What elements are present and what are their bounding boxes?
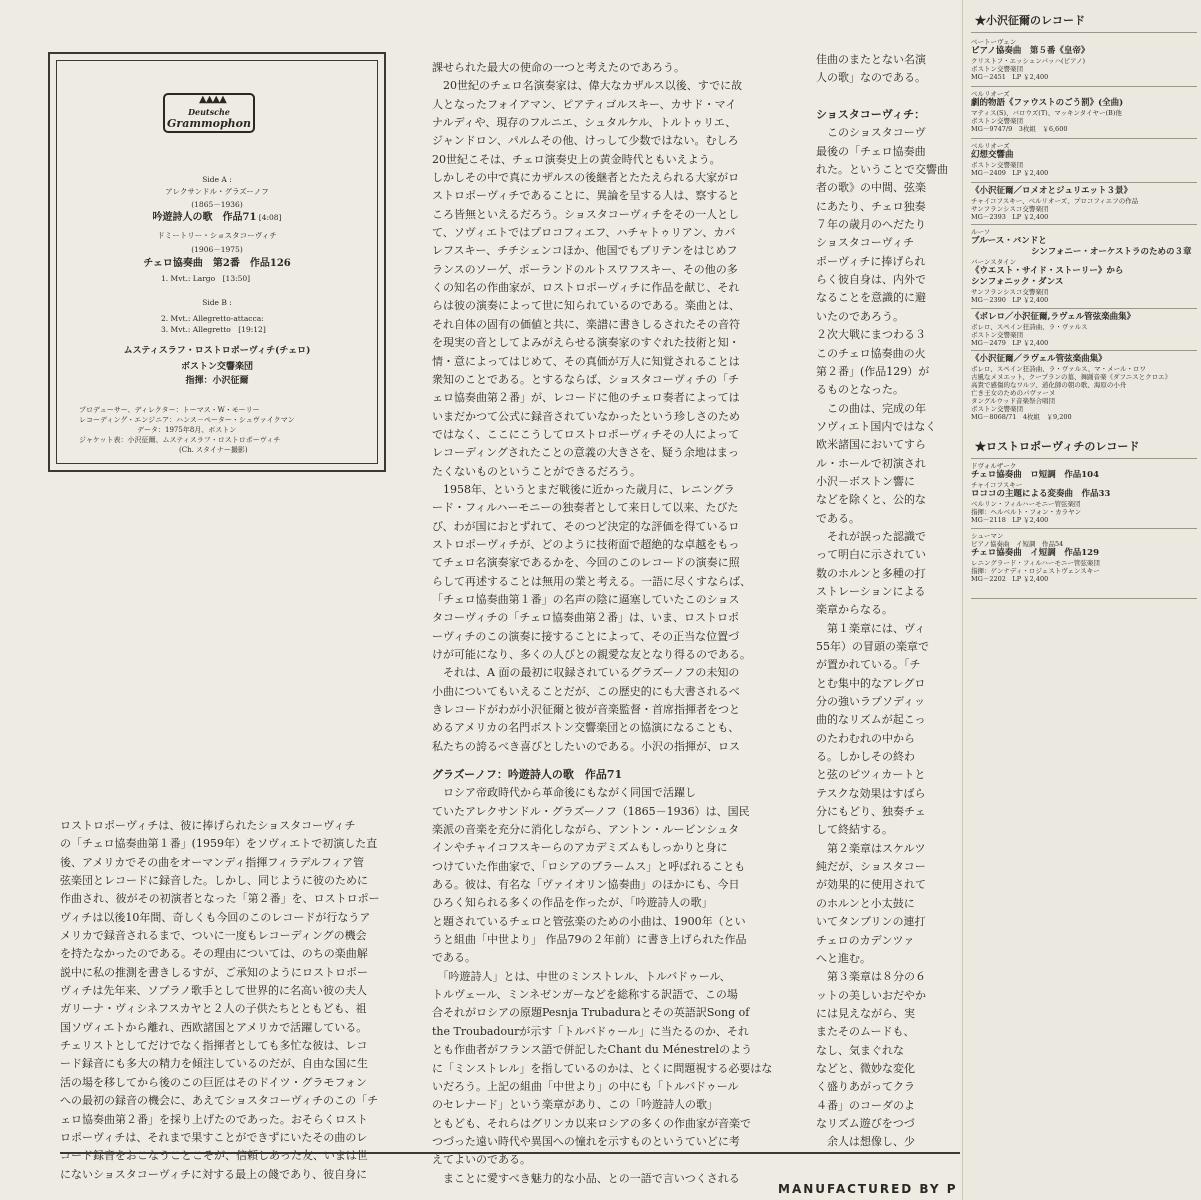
record-detail: ベルリン・フィルハーモニー管弦楽団	[971, 500, 1081, 508]
record-item	[971, 142, 1048, 177]
text-line: くの知名の作曲家が、ロストロポーヴィチに作品を献じ、それ	[432, 281, 740, 295]
text-line: を現実の音としてよみがえらせる演奏家のすぐれた技術と知・	[432, 336, 740, 350]
text-line: つづった遠い時代や異国への憧れを示すものというていどに考	[432, 1134, 740, 1148]
tulip-crown-icon: ▲▲▲▲	[199, 94, 226, 105]
side-b-mvt3: 3. Mvt.: Allegretto [19:12]	[161, 325, 266, 334]
record-item	[971, 228, 1192, 304]
record-detail: 古風なメヌエット、クープランの墓、舞踊音楽《ダフニスとクロエ》	[971, 373, 1172, 381]
text-line: いたのであろう。	[816, 309, 904, 323]
text-line: 活の場を移してから後のこの巨匠はそのドイツ・グラモフォン	[60, 1075, 367, 1089]
record-detail: 高貴で感傷的なワルツ、道化師の朝の歌、海原の小舟	[971, 381, 1127, 389]
record-item	[971, 532, 1100, 583]
text-line: それは、A 面の最初に収録されているグラズーノフの未知の	[432, 666, 740, 680]
text-line: 課せられた最大の使命の一つと考えたのであろう。	[432, 61, 685, 74]
record-detail: ボストン交響楽団	[971, 405, 1023, 413]
side-a-composer2-years: (1906－1975)	[191, 245, 243, 254]
text-line: らは彼の演奏によって世に知られているのである。楽曲とは、	[432, 299, 740, 313]
record-composer: バーンスタイン	[971, 258, 1017, 266]
record-composer: ベートーヴェン	[971, 38, 1017, 46]
record-detail: MG－2451 LP ￥2,400	[971, 73, 1049, 81]
text-line: 最後の「チェロ協奏曲	[816, 144, 926, 158]
text-line: 情・意によってはじめて、その真価が万人に知覚されることは	[432, 354, 740, 368]
text-line: への最初の録音の機会に、あえてショスタコーヴィチのこの「チ	[60, 1094, 379, 1108]
text-line: しかしその中で真にカザルスの後継者とたたえられる大家がロ	[432, 171, 740, 185]
panel-rule	[971, 86, 1197, 87]
record-item	[971, 186, 1138, 221]
side-a-composer: アレクサンドル・グラズーノフ	[165, 187, 269, 196]
text-line: ２次大戦にまつわる３	[816, 328, 926, 342]
text-line: ストロポーヴィチが、どのように技術面で超絶的な卓越をもっ	[432, 537, 740, 551]
text-line: 第１楽章には、ヴィ	[816, 621, 926, 635]
credit-line: データ：1975年8月、ボストン	[137, 426, 237, 434]
record-detail: マティス(S)、バロウズ(T)、マッキンタイヤー(B)他	[971, 109, 1122, 117]
panel-rule	[971, 598, 1197, 599]
text-line: 55年）の冒頭の楽章で	[816, 640, 929, 653]
text-line: るものとなった。	[816, 383, 904, 397]
text-line: レコーディングされたことの意義の大きさを、疑う余地はまっ	[432, 446, 739, 460]
text-line: 欧米諸国においてすら	[816, 438, 926, 452]
text-line: ひろく知られる多くの作品を作ったが、「吟遊詩人の歌」	[432, 896, 713, 910]
text-line: ソヴィエト国内ではなく	[816, 419, 937, 433]
text-line: きレコードがわが小沢征爾と彼が音楽監督・首席指揮者をつと	[432, 703, 740, 717]
manufactured-by-text: MANUFACTURED BY P	[778, 1182, 958, 1196]
text-line: ロポーヴィチは、それまで果すことができずにいたその曲のレ	[60, 1130, 368, 1144]
record-detail: ボストン交響楽団	[971, 117, 1023, 125]
text-line: って明白に示されてい	[816, 548, 926, 562]
record-title: 《ボレロ／小沢征爾,ラヴェル管弦楽曲集》	[971, 312, 1136, 322]
text-line: と弦のピツィカートと	[816, 768, 926, 782]
record-title: 《小沢征爾／ロメオとジュリエット３景》	[971, 186, 1132, 196]
text-line: ある。彼は、有名な「ヴァイオリン協奏曲」のほかにも、今日	[432, 878, 740, 892]
text-line: 小曲についてもいえることだが、この歴史的にも大書されるべ	[432, 684, 740, 698]
text-line: とむ集中的なアレグロ	[816, 676, 926, 690]
text-line: 第３楽章は８分の６	[816, 970, 926, 984]
record-detail: MG－2390 LP ￥2,400	[971, 296, 1049, 304]
text-line: 佳曲のまたとない名演	[816, 53, 926, 66]
text-line: 20世紀こそは、チェロ演奏史上の黄金時代ともいえよう。	[432, 152, 721, 166]
text-line: して終結する。	[816, 823, 893, 837]
credit-line: ジャケット表：小沢征爾、ムスティスラフ・ロストロポーヴィチ	[79, 436, 281, 444]
text-line: である。	[816, 511, 860, 525]
notes-column-2-top	[432, 59, 794, 761]
text-line: 第２番」(作品129）が	[816, 364, 930, 378]
text-line: び、わが国におとずれて、そのつど決定的な評価を得ているロ	[432, 519, 740, 533]
text-line: らして再述することは無用の業と考える。一語に尽くすならば、	[432, 574, 751, 588]
record-title: シンフォニー・オーケストラのための３章	[1031, 247, 1192, 257]
record-detail: ボレロ、スペイン狂詩曲、ラ・ヴァルス、マ・メール・ロワ	[971, 365, 1147, 373]
text-line	[816, 88, 960, 106]
text-line: このショスタコーヴ	[816, 126, 926, 140]
text-line: ランスのソーゲ、ポーランドのルトスワフスキー、その他の多	[432, 262, 738, 276]
record-detail: サンフランシスコ交響楽団	[971, 288, 1049, 296]
text-line: て、ソヴィエトではプロコフィエフ、ハチャトゥリアン、カバ	[432, 226, 736, 240]
text-line: ーヴィチのこの演奏に接することによって、その正当な位置づ	[432, 629, 740, 643]
record-detail: ボストン交響楽団	[971, 331, 1023, 339]
credit-line: プロデューサー、ディレクター：トーマス・W・モーリー	[79, 406, 260, 414]
text-line: まことに愛すべき魅力的な小品、との一語で言いつくされる	[432, 1171, 740, 1185]
record-title: ブルース・バンドと	[971, 236, 1047, 246]
notes-column-1	[60, 817, 420, 1181]
performer: ムスティスラフ・ロストロポーヴィチ(チェロ)	[123, 346, 311, 356]
credits-box-inner	[56, 60, 378, 464]
text-line: には見えながら、実	[816, 1006, 915, 1020]
text-line: 1958年、というとまだ戦後に近かった歳月に、レニングラ	[432, 482, 735, 496]
text-line: である。	[432, 951, 476, 965]
orchestra: ボストン交響楽団	[180, 362, 253, 372]
text-line: 曲的なリズムが起こっ	[816, 713, 926, 727]
text-line: 人となったフォイアマン、ピアティゴルスキー、カサド・マイ	[432, 97, 737, 111]
record-detail: レニングラード・フィルハーモニー管弦楽団	[971, 559, 1100, 567]
text-line: 第２楽章はスケルツ	[816, 841, 926, 855]
text-line: ともども、それらはグリンカ以来ロシアの多くの作曲家が音楽で	[432, 1116, 751, 1130]
text-line: を持たなかったのである。その理由については、のちの楽曲解	[60, 947, 368, 961]
text-line: ェロ協奏曲第２番」を採り上げたのであった。おそらくロスト	[60, 1112, 368, 1126]
text-line: のホルンと小太鼓に	[816, 896, 915, 910]
record-detail: ボストン交響楽団	[971, 161, 1023, 169]
record-title: チェロ協奏曲 イ短調 作品129	[971, 548, 1099, 558]
side-a-work2: チェロ協奏曲 第2番 作品126	[143, 258, 291, 269]
text-line: つけていた作曲家で、「ロシアのブラームス」と呼ばれることも	[432, 859, 746, 873]
text-line: と題されているチェロと管弦楽のための小曲は、1900年（とい	[432, 914, 746, 928]
panel-rule	[971, 182, 1197, 183]
text-line: なることを意識的に避	[816, 291, 926, 305]
side-b-mvt2: 2. Mvt.: Allegretto-attacca:	[161, 314, 264, 323]
record-detail: MG－9747/9 3枚組 ￥6,600	[971, 125, 1068, 133]
record-detail: クリストフ・エッシェンバッハ(ピアノ)	[971, 57, 1086, 65]
text-line: 余人は想像し、少	[816, 1135, 915, 1149]
text-line: 純だが、ショスタコー	[816, 860, 926, 874]
text-line: 国ソヴィエトから離れ、西欧諸国とアメリカで活躍している。	[60, 1020, 368, 1034]
text-line: 合それがロシアの原題Pesnja Trubaduraとその英語訳Song of	[432, 1006, 750, 1020]
text-line: ガリーナ・ヴィシネフスカヤと２人の子供たちとともども、祖	[60, 1002, 367, 1016]
side-a-label: Side A :	[202, 175, 232, 184]
text-line: 「チェロ協奏曲第１番」の名声の陰に逼塞していたこのショス	[432, 592, 740, 606]
record-item	[971, 462, 1110, 524]
record-detail: MG－2409 LP ￥2,400	[971, 169, 1049, 177]
record-item	[971, 354, 1171, 421]
record-detail: ボレロ、スペイン狂詩曲、ラ・ヴァルス	[971, 323, 1088, 331]
text-line: けが可能になり、多くの人びとの親愛な友となり得るのである。	[432, 648, 751, 661]
text-line: チェロのカデンツァ	[816, 933, 915, 947]
text-line: またそのムードも、	[816, 1025, 915, 1039]
text-line: なリズム遊びをつづ	[816, 1116, 915, 1130]
record-composer: チャイコフスキー	[971, 481, 1023, 489]
text-line: この曲は、完成の年	[816, 401, 926, 415]
text-line: テスクな効果はすばら	[816, 786, 926, 800]
record-composer: ピアノ協奏曲 イ短調 作品54	[971, 540, 1064, 548]
text-line: 者の歌》の中間、弦楽	[816, 181, 926, 195]
side-a-mvt1: 1. Mvt.: Largo [13:50]	[161, 274, 251, 283]
record-title: 幻想交響曲	[971, 150, 1014, 160]
record-detail: チャイコフスキー、ベルリオーズ、プロコフィエフの作品	[971, 197, 1139, 205]
record-item	[971, 38, 1089, 81]
text-line: のたわむれの中から	[816, 731, 915, 745]
record-title: ロココの主題による変奏曲 作品33	[971, 489, 1111, 499]
record-detail: ボストン交響楽団	[971, 65, 1023, 73]
record-composer: ベルリオーズ	[971, 142, 1010, 150]
panel-rule	[971, 224, 1197, 225]
text-line: が置かれている。「チ	[816, 658, 921, 672]
text-line: の「チェロ協奏曲第１番」(1959年）をソヴィエトで初演した直	[60, 837, 378, 851]
text-line: ル・ホールで初演され	[816, 456, 926, 470]
record-detail: MG－2393 LP ￥2,400	[971, 213, 1049, 221]
text-line: 作曲され、彼がその初演者となった「第２番」を、ロストロポー	[60, 892, 380, 906]
text-line: ェロ協奏曲第２番」が、レコードに他のチェロ奏者によっては	[432, 391, 740, 405]
text-line: 私たちの誇るべき喜びとしたいのである。小沢の指揮が、ロス	[432, 739, 740, 753]
record-title: 《ウエスト・サイド・ストーリー》から	[971, 266, 1124, 276]
side-a-composer2: ドミートリー・ショスタコーヴィチ	[157, 231, 277, 240]
text-line: レフスキー、チチシェンコほか、他国でもブリテンをはじめフ	[432, 244, 738, 258]
text-line: それ自体の固有の価値と共に、楽譜に書きしるされたその音符	[432, 317, 740, 331]
text-line: 弦楽団とレコードに録音した。しかし、同じように彼のために	[60, 874, 368, 888]
text-line: ストロポーヴィチであることに、異論を呈する人は、察すると	[432, 189, 740, 203]
text-line: いまだかつて公式に録音されていなかったという珍しさのため	[432, 409, 740, 423]
text-line: たくないものということができるだろう。	[432, 464, 641, 478]
text-line: ナルディや、現存のフルニエ、シュタルケル、トルトゥリエ、	[432, 116, 737, 130]
panel-rule	[971, 350, 1197, 351]
logo-line2: Grammophon	[167, 117, 251, 130]
text-line: ではなく、ここにこうしてロストロポーヴィチその人によって	[432, 427, 740, 441]
record-item	[971, 312, 1135, 347]
record-detail: 亡き王女のためのパヴァーヌ	[971, 389, 1056, 397]
record-composer: ベルリオーズ	[971, 90, 1010, 98]
text-line: る。しかしその終わ	[816, 750, 915, 764]
text-line: いてタンブリンの連打	[816, 915, 926, 929]
section-heading-glazunov: グラズーノフ：吟遊詩人の歌 作品71	[432, 768, 623, 781]
panel-rule	[971, 308, 1197, 309]
record-detail: 指揮：ゲンナディ・ロジェストヴェンスキー	[971, 567, 1100, 575]
text-line: メリカで録音されるまで、ついに一度もレコーディングの機会	[60, 929, 367, 943]
text-line: ころ皆無といえるだろう。ショスタコーヴィチをその一人とし	[432, 207, 740, 221]
text-line: ットの美しいおだやか	[816, 988, 926, 1002]
record-detail: 指揮：ヘルベルト・フォン・カラヤン	[971, 508, 1082, 516]
panel-rule	[971, 458, 1197, 459]
text-line: ード・フィルハーモニーの独奏者として来日して以来、たびた	[432, 501, 739, 515]
text-line: このチェロ協奏曲の火	[816, 346, 926, 360]
text-line: えてよいのである。	[432, 1153, 531, 1167]
text-line: 「吟遊詩人」とは、中世のミンストレル、トルバドゥール、	[432, 969, 731, 983]
bottom-rule	[60, 1152, 960, 1154]
text-line: てチェロ名演奏家であるかを、今回のこのレコードの演奏に照	[432, 556, 740, 570]
record-item	[971, 90, 1123, 133]
text-line: ジャンドロン、パルムその他、けっして少数ではない。むしろ	[432, 134, 739, 148]
record-title: ピアノ協奏曲 第５番《皇帝》	[971, 46, 1090, 56]
record-title: チェロ協奏曲 ロ短調 作品104	[971, 470, 1099, 480]
text-line: とも作曲者がフランス語で併記したChant du Ménestrelのよう	[432, 1043, 753, 1057]
text-line: 小沢－ボストン響に	[816, 474, 915, 488]
text-line: にあたり、チェロ独奏	[816, 199, 926, 213]
text-line: いだろう。上記の組曲「中世より」の中にも「トルバドゥール	[432, 1079, 739, 1093]
record-composer: ルーソ	[971, 228, 991, 236]
text-line: 楽章からなる。	[816, 603, 893, 617]
conductor: 指揮：小沢征爾	[185, 376, 249, 386]
text-line: 楽派の音楽を充分に消化しながら、アントン・ルービンシュタ	[432, 823, 740, 837]
notes-column-3	[816, 51, 960, 1147]
record-detail: タングルウッド音楽祭合唱団	[971, 397, 1056, 405]
text-line: にないショスタコーヴィチに対する最上の餞であり、彼自身に	[60, 1167, 368, 1181]
text-line: ４番」のコーダのよ	[816, 1098, 915, 1112]
text-line: れた。ということで交響曲	[816, 163, 948, 177]
text-line: などを除くと、公的な	[816, 493, 926, 507]
text-line: 数のホルンと多種の打	[816, 566, 926, 580]
text-line: ポーヴィチに捧げられ	[816, 254, 926, 268]
side-a-composer-years: (1865－1936)	[191, 200, 243, 209]
record-detail: MG－2202 LP ￥2,400	[971, 575, 1049, 583]
text-line: 人の歌」なのである。	[816, 71, 926, 85]
text-line: めるアメリカの名門ボストン交響楽団との協演になることも、	[432, 721, 740, 735]
text-line: the Troubadourが示す「トルバドゥール」に当たるのか、それ	[432, 1024, 749, 1038]
notes-column-2-bottom	[432, 766, 794, 1185]
text-line: ７年の歳月のへだたり	[816, 218, 926, 232]
text-line: 衆知のことである。とするならば、ショスタコーヴィチの「チ	[432, 372, 740, 386]
text-line: ていたアレクサンドル・グラズーノフ（1865－1936）は、国民	[432, 804, 750, 818]
text-line: 分の強いラプソディッ	[816, 695, 926, 709]
text-line: なし、気まぐれな	[816, 1043, 904, 1057]
record-title: 《小沢征爾／ラヴェル管弦楽曲集》	[971, 354, 1107, 364]
record-detail: サンフランシスコ交響楽団	[971, 205, 1049, 213]
text-line: 20世紀のチェロ名演奏家は、偉大なカザルス以後、すでに故	[432, 79, 743, 93]
text-line: のセレナード」という楽章があり、この「吟遊詩人の歌」	[432, 1098, 718, 1112]
credit-line: レコーディング・エンジニア：ハンス－ペーター・シュヴァイクマン	[79, 416, 295, 424]
text-line: に「ミンストレル」を指しているのかは、とくに問題視する必要はな	[432, 1061, 773, 1075]
text-line: 後、アメリカでその曲をオーマンディ指揮フィラデルフィア管	[60, 855, 365, 869]
credit-line: (Ch. スタイナー撮影)	[179, 446, 248, 454]
text-line: ロシア帝政時代から革命後にもながく同国で活躍し	[432, 786, 696, 800]
side-b-label: Side B :	[202, 298, 232, 307]
section-heading-shostakovich: ショスタコーヴィチ：	[816, 108, 926, 122]
text-line: うと組曲「中世より」 作品79の２年前）に書き上げられた作品	[432, 933, 747, 947]
record-composer: シューマン	[971, 532, 1004, 540]
side-a-work: 吟遊詩人の歌 作品71	[152, 212, 257, 223]
text-line: それが誤った認識で	[816, 529, 926, 543]
panel-rule	[971, 32, 1197, 33]
rostropovich-records-heading: ★ロストロポーヴィチのレコード	[975, 440, 1140, 453]
text-line: ヴィチは以後10年間、奇しくも今回のこのレコードが行なうア	[60, 910, 371, 924]
record-detail: MG－8068/71 4枚組 ￥9,200	[971, 413, 1072, 421]
record-title: 劇的物語《ファウストのごう罰》(全曲)	[971, 98, 1124, 108]
text-line: などと、微妙な変化	[816, 1061, 915, 1075]
side-a-work-time: [4:08]	[258, 213, 282, 222]
panel-rule	[971, 528, 1197, 529]
side-a-work-line	[57, 213, 377, 223]
text-line: 分にもどり、独奏チェ	[816, 805, 926, 819]
record-detail: MG－2118 LP ￥2,400	[971, 516, 1049, 524]
text-line: 説中に私の推測を書きしるすが、ご承知のようにロストロポー	[60, 965, 368, 979]
text-line: インやチャイコフスキーらのアカデミズムもしっかりと身に	[432, 841, 728, 855]
record-title: シンフォニック・ダンス	[971, 277, 1064, 287]
record-detail: MG－2479 LP ￥2,400	[971, 339, 1049, 347]
panel-rule	[971, 138, 1197, 139]
text-line: ストレーションによる	[816, 584, 926, 598]
text-line: チェリストとしてだけでなく指揮者としても多忙な彼は、レコ	[60, 1039, 368, 1053]
ozawa-records-heading: ★小沢征爾のレコード	[975, 14, 1085, 27]
text-line: タコーヴィチの「チェロ協奏曲第２番」は、いま、ロストロポ	[432, 611, 740, 625]
text-line: ード録音にも多大の精力を傾注しているのだが、自由な国に生	[60, 1057, 368, 1071]
credits-box	[48, 52, 386, 472]
discography-panel	[962, 0, 1201, 1200]
text-line: く盛りあがってクラ	[816, 1080, 915, 1094]
deutsche-grammophon-logo	[163, 93, 255, 133]
text-line: らく彼自身は、内外で	[816, 273, 926, 287]
text-line: へと進む。	[816, 951, 871, 965]
record-composer: ドヴォルザーク	[971, 462, 1017, 470]
text-line: トルヴェール、ミンネゼンガーなどを総称する訳語で、この場	[432, 988, 738, 1002]
text-line: ロストロポーヴィチは、彼に捧げられたショスタコーヴィチ	[60, 819, 356, 832]
text-line: ショスタコーヴィチ	[816, 236, 915, 250]
text-line: ヴィチは先年来、ソプラノ歌手として世界的に名高い彼の夫人	[60, 984, 368, 998]
text-line: コード録音をおこなうことこそが、信頼しあった友、いまは世	[60, 1149, 368, 1163]
logo-line1: Deutsche	[188, 107, 230, 117]
text-line: が効果的に使用されて	[816, 878, 926, 892]
